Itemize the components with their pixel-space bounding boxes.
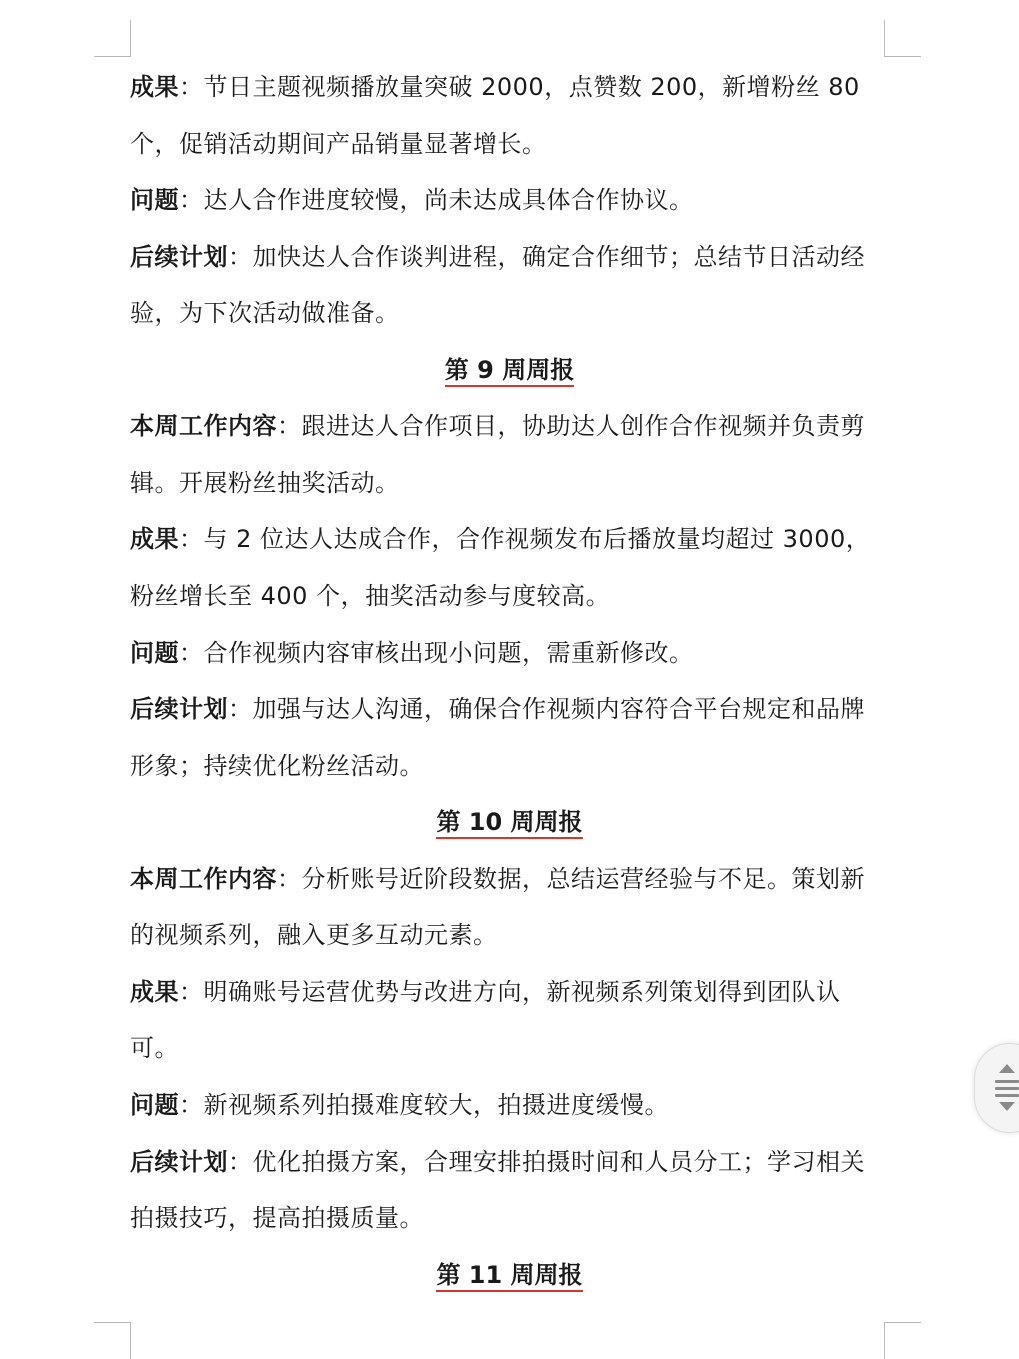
plan-label: 后续计划: [130, 695, 228, 723]
result-label: 成果: [130, 525, 179, 553]
w9-work-line-1: [130, 409, 900, 443]
w10-plan-line-2: [130, 1201, 900, 1235]
grip-icon: [995, 1080, 1019, 1101]
problem-text: ：合作视频内容审核出现小问题，需重新修改。: [179, 639, 694, 667]
problem-label: 问题: [130, 1091, 179, 1119]
w8-problem-line: [130, 183, 900, 217]
w9-work-line-2: [130, 466, 900, 500]
page-corner-mark: [94, 1322, 131, 1359]
plan-text: ：加快达人合作谈判进程，确定合作细节；总结节日活动经: [228, 243, 865, 271]
plan-label: 后续计划: [130, 1148, 228, 1176]
result-text: ：与 2 位达人达成合作，合作视频发布后播放量均超过 3000，: [179, 525, 871, 553]
w8-plan-line-2: [130, 296, 900, 330]
problem-text: ：新视频系列拍摄难度较大，拍摄进度缓慢。: [179, 1091, 669, 1119]
result-text: 可。: [130, 1034, 179, 1062]
problem-text: ：达人合作进度较慢，尚未达成具体合作协议。: [179, 186, 694, 214]
w8-result-line-1: [130, 70, 900, 104]
w11-heading: 第 11 周周报: [0, 1258, 1019, 1292]
plan-text: ：优化拍摄方案，合理安排拍摄时间和人员分工；学习相关: [228, 1148, 865, 1176]
w8-plan-line-1: [130, 240, 900, 274]
w10-problem-line: [130, 1088, 900, 1122]
work-text: ：分析账号近阶段数据，总结运营经验与不足。策划新: [277, 865, 865, 893]
work-text: ：跟进达人合作项目，协助达人创作合作视频并负责剪: [277, 412, 865, 440]
arrow-down-icon: [999, 1102, 1015, 1111]
result-text: 粉丝增长至 400 个，抽奖活动参与度较高。: [130, 582, 611, 610]
arrow-up-icon: [999, 1064, 1015, 1073]
w9-result-line-2: [130, 579, 900, 613]
w9-problem-line: [130, 636, 900, 670]
page-corner-mark: [884, 1322, 921, 1359]
plan-text: 拍摄技巧，提高拍摄质量。: [130, 1204, 424, 1232]
page-corner-mark: [94, 20, 131, 57]
w10-plan-line-1: [130, 1145, 900, 1179]
work-label: 本周工作内容: [130, 865, 277, 893]
plan-text: 形象；持续优化粉丝活动。: [130, 752, 424, 780]
problem-label: 问题: [130, 639, 179, 667]
w10-work-line-1: [130, 862, 900, 896]
work-label: 本周工作内容: [130, 412, 277, 440]
page-corner-mark: [884, 20, 921, 57]
work-text: 辑。开展粉丝抽奖活动。: [130, 469, 400, 497]
plan-label: 后续计划: [130, 243, 228, 271]
result-text: ：节日主题视频播放量突破 2000，点赞数 200，新增粉丝 80: [179, 73, 860, 101]
result-text: 个，促销活动期间产品销量显著增长。: [130, 130, 547, 158]
scroll-handle-icon[interactable]: [974, 1043, 1019, 1133]
result-text: ：明确账号运营优势与改进方向，新视频系列策划得到团队认: [179, 978, 841, 1006]
plan-text: ：加强与达人沟通，确保合作视频内容符合平台规定和品牌: [228, 695, 865, 723]
plan-text: 验，为下次活动做准备。: [130, 299, 400, 327]
w10-result-line-1: [130, 975, 900, 1009]
problem-label: 问题: [130, 186, 179, 214]
result-label: 成果: [130, 73, 179, 101]
w8-result-line-2: [130, 127, 900, 161]
w9-plan-line-1: [130, 692, 900, 726]
result-label: 成果: [130, 978, 179, 1006]
w10-heading: 第 10 周周报: [0, 805, 1019, 839]
work-text: 的视频系列，融入更多互动元素。: [130, 921, 498, 949]
w10-result-line-2: [130, 1031, 900, 1065]
w9-heading: 第 9 周周报: [0, 353, 1019, 387]
w9-plan-line-2: [130, 749, 900, 783]
w10-work-line-2: [130, 918, 900, 952]
w9-result-line-1: [130, 522, 900, 556]
